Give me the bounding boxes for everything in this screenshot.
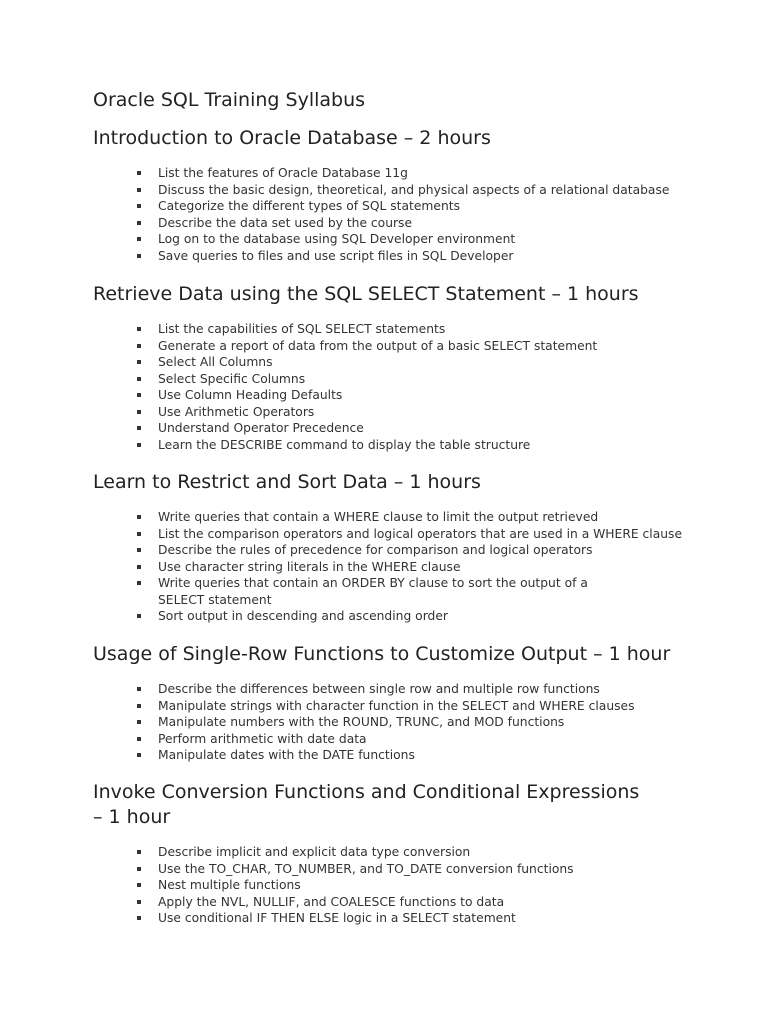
list-item: Describe implicit and explicit data type conversion (93, 844, 683, 861)
section-single-row-functions (93, 642, 683, 764)
section-restrict-sort (93, 470, 683, 625)
list-item: Describe the rules of precedence for comparison and logical operators (93, 542, 683, 559)
list-item: Sort output in descending and ascending order (93, 608, 683, 625)
section-heading: Invoke Conversion Functions and Conditional Expressions – 1 hour (93, 781, 640, 828)
list-item: Select All Columns (93, 354, 683, 371)
list-item: Apply the NVL, NULLIF, and COALESCE functions to data (93, 894, 683, 911)
list-item: Write queries that contain a WHERE clause to limit the output retrieved (93, 509, 683, 526)
document-title: Oracle SQL Training Syllabus (93, 89, 366, 111)
list-item: Categorize the different types of SQL statements (93, 198, 683, 215)
section-heading: Introduction to Oracle Database – 2 hours (93, 127, 491, 149)
list-item: Use conditional IF THEN ELSE logic in a SELECT statement (93, 910, 683, 927)
bullet-list (93, 165, 683, 264)
list-item: Manipulate numbers with the ROUND, TRUNC, and MOD functions (93, 714, 683, 731)
list-item: Describe the differences between single row and multiple row functions (93, 681, 683, 698)
list-item: Nest multiple functions (93, 877, 683, 894)
section-heading: Usage of Single-Row Functions to Customize Output – 1 hour (93, 643, 671, 665)
section-heading: Learn to Restrict and Sort Data – 1 hours (93, 471, 481, 493)
list-item: Understand Operator Precedence (93, 420, 683, 437)
list-item: Use Column Heading Defaults (93, 387, 683, 404)
bullet-list (93, 321, 683, 453)
bullet-list (93, 844, 683, 927)
section-select-statement (93, 282, 683, 453)
list-item: Describe the data set used by the course (93, 215, 683, 232)
list-item: Use character string literals in the WHERE clause (93, 559, 683, 576)
list-item: Manipulate dates with the DATE functions (93, 747, 683, 764)
list-item: Save queries to files and use script files in SQL Developer (93, 248, 683, 265)
list-item: Write queries that contain an ORDER BY clause to sort the output of a SELECT statement (93, 575, 628, 608)
list-item: Learn the DESCRIBE command to display the table structure (93, 437, 683, 454)
list-item: Log on to the database using SQL Developer environment (93, 231, 683, 248)
list-item: List the comparison operators and logical operators that are used in a WHERE clause (93, 526, 683, 543)
list-item: Use Arithmetic Operators (93, 404, 683, 421)
section-conversion-functions (93, 780, 653, 927)
list-item: List the capabilities of SQL SELECT statements (93, 321, 683, 338)
bullet-list (93, 681, 683, 764)
section-heading: Retrieve Data using the SQL SELECT Statement – 1 hours (93, 283, 639, 305)
list-item: List the features of Oracle Database 11g (93, 165, 683, 182)
list-item: Perform arithmetic with date data (93, 731, 683, 748)
list-item: Manipulate strings with character function in the SELECT and WHERE clauses (93, 698, 683, 715)
bullet-list (93, 509, 683, 625)
list-item: Use the TO_CHAR, TO_NUMBER, and TO_DATE conversion functions (93, 861, 683, 878)
list-item: Select Specific Columns (93, 371, 683, 388)
list-item: Discuss the basic design, theoretical, and physical aspects of a relational database (93, 182, 683, 199)
list-item: Generate a report of data from the output of a basic SELECT statement (93, 338, 683, 355)
section-introduction (93, 126, 683, 264)
